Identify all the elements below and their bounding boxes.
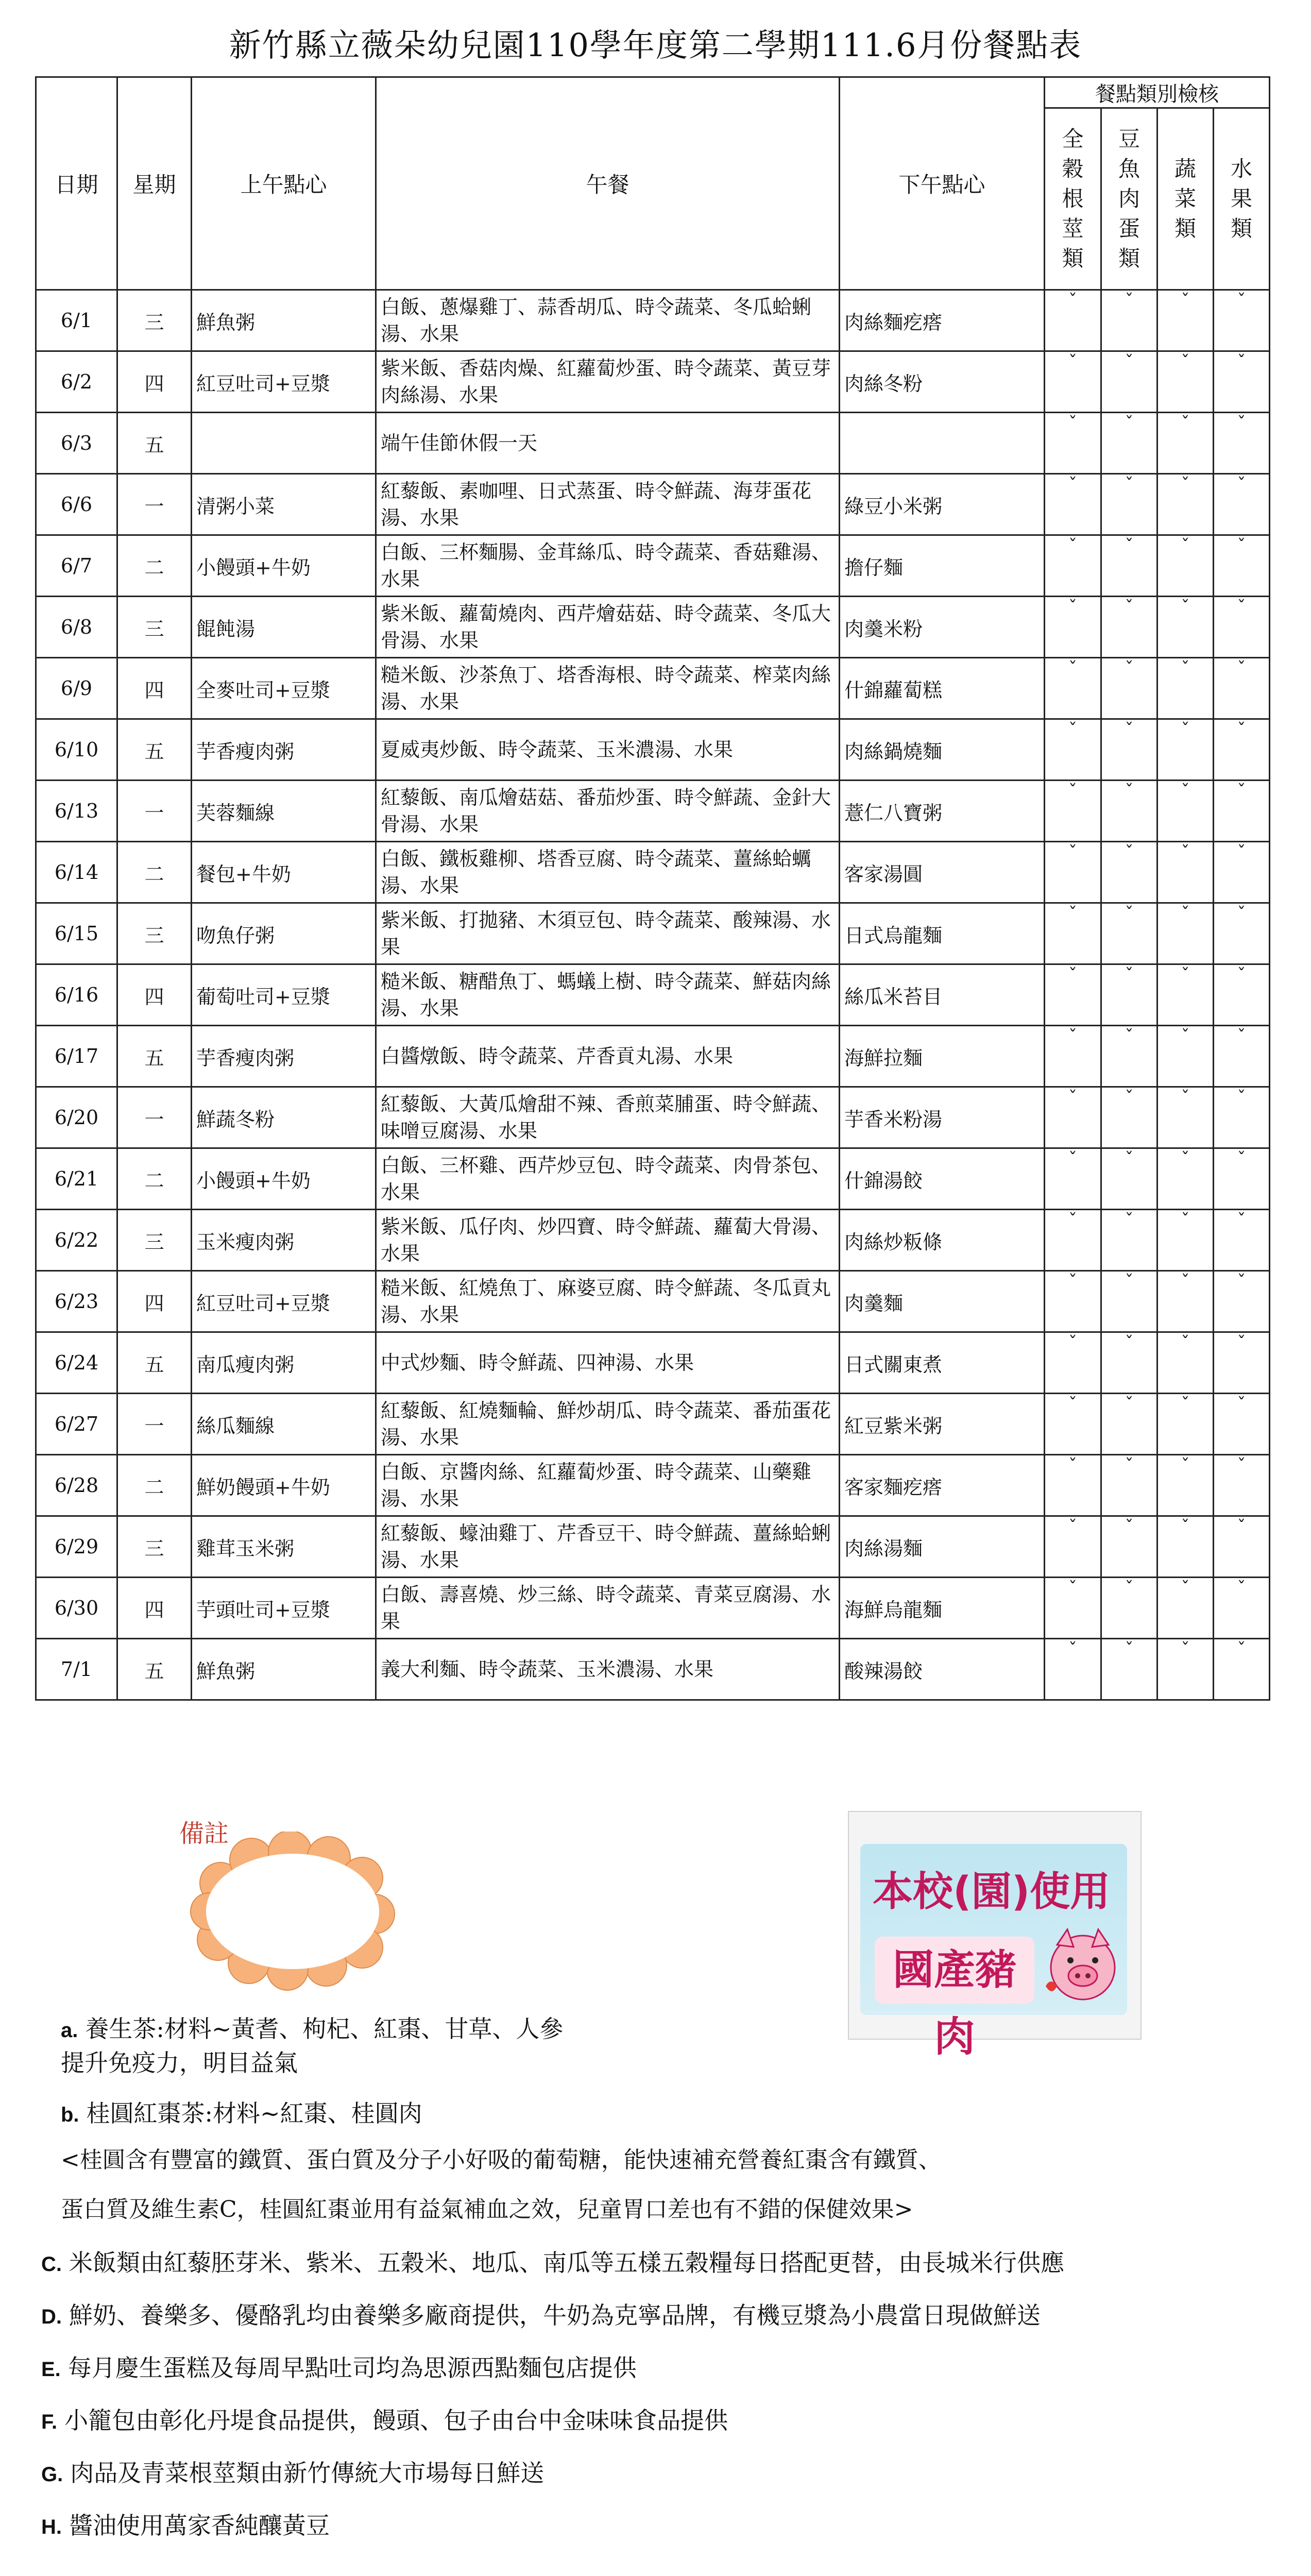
- table-row: [36, 1210, 1270, 1271]
- afternoon-snack-cell: 擔仔麵: [840, 535, 1045, 597]
- check-fruit-cell: ˇ: [1214, 1394, 1270, 1455]
- check-grains-cell: ˇ: [1045, 1087, 1101, 1148]
- check-fruit-cell: ˇ: [1214, 842, 1270, 903]
- afternoon-snack-cell: 芋香米粉湯: [840, 1087, 1045, 1148]
- header-afternoon-snack: 下午點心: [840, 77, 1045, 290]
- afternoon-snack-cell: 肉絲炒粄條: [840, 1210, 1045, 1271]
- check-protein-cell: ˇ: [1101, 1210, 1157, 1271]
- menu-table: [35, 76, 1270, 1701]
- weekday-cell: 四: [117, 1271, 192, 1332]
- check-fruit-cell: ˇ: [1214, 1578, 1270, 1639]
- check-protein-cell: ˇ: [1101, 1087, 1157, 1148]
- table-row: [36, 1026, 1270, 1087]
- weekday-cell: 四: [117, 964, 192, 1026]
- check-grains-cell: ˇ: [1045, 842, 1101, 903]
- header-veg: 蔬菜類: [1157, 108, 1214, 290]
- afternoon-snack-cell: 肉絲鍋燒麵: [840, 719, 1045, 781]
- table-row: [36, 1394, 1270, 1455]
- check-veg-cell: ˇ: [1157, 903, 1214, 964]
- check-fruit-cell: ˇ: [1214, 535, 1270, 597]
- check-protein-cell: ˇ: [1101, 964, 1157, 1026]
- check-grains-cell: ˇ: [1045, 1394, 1101, 1455]
- check-fruit-cell: ˇ: [1214, 1087, 1270, 1148]
- note-g: G. 肉品及青菜根莖類由新竹傳統大市場每日鮮送: [41, 2459, 544, 2487]
- morning-snack-cell: 清粥小菜: [192, 474, 376, 535]
- weekday-cell: 五: [117, 1026, 192, 1087]
- lunch-cell: 紫米飯、打拋豬、木須豆包、時令蔬菜、酸辣湯、水果: [376, 903, 840, 964]
- table-row: [36, 351, 1270, 413]
- badge-top-text: 本校(園)使用: [873, 1869, 1111, 1915]
- date-cell: 6/10: [36, 719, 117, 781]
- table-row: [36, 1087, 1270, 1148]
- lunch-cell: 義大利麵、時令蔬菜、玉米濃湯、水果: [376, 1639, 840, 1700]
- lunch-cell: 白飯、京醬肉絲、紅蘿蔔炒蛋、時令蔬菜、山藥雞湯、水果: [376, 1455, 840, 1516]
- header-weekday: 星期: [117, 77, 192, 290]
- note-f: F. 小籠包由彰化丹堤食品提供，饅頭、包子由台中金味味食品提供: [41, 2406, 728, 2434]
- weekday-cell: 五: [117, 413, 192, 474]
- note-b-line1: b. 桂圓紅棗茶:材料~紅棗、桂圓肉: [61, 2099, 422, 2127]
- lunch-cell: 白飯、三杯麵腸、金茸絲瓜、時令蔬菜、香菇雞湯、水果: [376, 535, 840, 597]
- morning-snack-cell: 紅豆吐司+豆漿: [192, 1271, 376, 1332]
- lunch-cell: 紅藜飯、大黃瓜燴甜不辣、香煎菜脯蛋、時令鮮蔬、味噌豆腐湯、水果: [376, 1087, 840, 1148]
- table-row: [36, 842, 1270, 903]
- weekday-cell: 二: [117, 842, 192, 903]
- table-row: [36, 903, 1270, 964]
- header-fruit: 水果類: [1214, 108, 1270, 290]
- check-grains-cell: ˇ: [1045, 719, 1101, 781]
- check-protein-cell: ˇ: [1101, 597, 1157, 658]
- header-grains: 全穀根莖類: [1045, 108, 1101, 290]
- weekday-cell: 二: [117, 1455, 192, 1516]
- weekday-cell: 五: [117, 1332, 192, 1394]
- weekday-cell: 三: [117, 1210, 192, 1271]
- check-fruit-cell: ˇ: [1214, 1271, 1270, 1332]
- morning-snack-cell: 南瓜瘦肉粥: [192, 1332, 376, 1394]
- check-protein-cell: ˇ: [1101, 1639, 1157, 1700]
- weekday-cell: 一: [117, 474, 192, 535]
- lunch-cell: 白飯、三杯雞、西芹炒豆包、時令蔬菜、肉骨茶包、水果: [376, 1148, 840, 1210]
- table-row: [36, 1332, 1270, 1394]
- afternoon-snack-cell: 客家麵疙瘩: [840, 1455, 1045, 1516]
- afternoon-snack-cell: 綠豆小米粥: [840, 474, 1045, 535]
- check-protein-cell: ˇ: [1101, 842, 1157, 903]
- date-cell: 6/27: [36, 1394, 117, 1455]
- page-title: 新竹縣立薇朵幼兒園110學年度第二學期111.6月份餐點表: [229, 26, 1082, 64]
- check-fruit-cell: ˇ: [1214, 290, 1270, 351]
- check-protein-cell: ˇ: [1101, 474, 1157, 535]
- lunch-cell: 糙米飯、紅燒魚丁、麻婆豆腐、時令鮮蔬、冬瓜貢丸湯、水果: [376, 1271, 840, 1332]
- date-cell: 6/2: [36, 351, 117, 413]
- check-protein-cell: ˇ: [1101, 658, 1157, 719]
- weekday-cell: 五: [117, 1639, 192, 1700]
- afternoon-snack-cell: 海鮮拉麵: [840, 1026, 1045, 1087]
- morning-snack-cell: 芙蓉麵線: [192, 781, 376, 842]
- check-fruit-cell: ˇ: [1214, 964, 1270, 1026]
- lunch-cell: 紅藜飯、紅燒麵輪、鮮炒胡瓜、時令蔬菜、番茄蛋花湯、水果: [376, 1394, 840, 1455]
- header-lunch: 午餐: [376, 77, 840, 290]
- afternoon-snack-cell: 肉絲湯麵: [840, 1516, 1045, 1578]
- check-fruit-cell: ˇ: [1214, 781, 1270, 842]
- morning-snack-cell: 餛飩湯: [192, 597, 376, 658]
- check-fruit-cell: ˇ: [1214, 351, 1270, 413]
- table-row: [36, 964, 1270, 1026]
- lunch-cell: 紅藜飯、蠔油雞丁、芹香豆干、時令鮮蔬、薑絲蛤蜊湯、水果: [376, 1516, 840, 1578]
- afternoon-snack-cell: 什錦蘿蔔糕: [840, 658, 1045, 719]
- check-protein-cell: ˇ: [1101, 413, 1157, 474]
- date-cell: 6/3: [36, 413, 117, 474]
- morning-snack-cell: 葡萄吐司+豆漿: [192, 964, 376, 1026]
- check-fruit-cell: ˇ: [1214, 474, 1270, 535]
- table-row: [36, 535, 1270, 597]
- check-veg-cell: ˇ: [1157, 964, 1214, 1026]
- check-protein-cell: ˇ: [1101, 1578, 1157, 1639]
- morning-snack-cell: 絲瓜麵線: [192, 1394, 376, 1455]
- weekday-cell: 一: [117, 1087, 192, 1148]
- check-fruit-cell: ˇ: [1214, 1026, 1270, 1087]
- morning-snack-cell: 紅豆吐司+豆漿: [192, 351, 376, 413]
- table-row: [36, 1271, 1270, 1332]
- check-grains-cell: ˇ: [1045, 1578, 1101, 1639]
- note-a-line2: 提升免疫力，明目益氣: [61, 2049, 298, 2077]
- lunch-cell: 紫米飯、蘿蔔燒肉、西芹燴菇菇、時令蔬菜、冬瓜大骨湯、水果: [376, 597, 840, 658]
- weekday-cell: 二: [117, 535, 192, 597]
- check-veg-cell: ˇ: [1157, 842, 1214, 903]
- morning-snack-cell: 雞茸玉米粥: [192, 1516, 376, 1578]
- lunch-cell: 紫米飯、瓜仔肉、炒四寶、時令鮮蔬、蘿蔔大骨湯、水果: [376, 1210, 840, 1271]
- morning-snack-cell: 芋香瘦肉粥: [192, 719, 376, 781]
- lunch-cell: 紅藜飯、南瓜燴菇菇、番茄炒蛋、時令鮮蔬、金針大骨湯、水果: [376, 781, 840, 842]
- check-protein-cell: ˇ: [1101, 351, 1157, 413]
- date-cell: 6/16: [36, 964, 117, 1026]
- note-c: C. 米飯類由紅藜胚芽米、紫米、五穀米、地瓜、南瓜等五樣五穀糧每日搭配更替，由長城米行供應: [41, 2249, 1064, 2277]
- check-fruit-cell: ˇ: [1214, 903, 1270, 964]
- check-grains-cell: ˇ: [1045, 474, 1101, 535]
- check-grains-cell: ˇ: [1045, 1332, 1101, 1394]
- check-protein-cell: ˇ: [1101, 1516, 1157, 1578]
- weekday-cell: 一: [117, 1394, 192, 1455]
- lunch-cell: 夏威夷炒飯、時令蔬菜、玉米濃湯、水果: [376, 719, 840, 781]
- date-cell: 6/9: [36, 658, 117, 719]
- badge-bottom-text: 國產豬肉: [875, 1937, 1034, 2004]
- lunch-cell: 端午佳節休假一天: [376, 413, 840, 474]
- check-protein-cell: ˇ: [1101, 719, 1157, 781]
- check-veg-cell: ˇ: [1157, 1516, 1214, 1578]
- morning-snack-cell: 玉米瘦肉粥: [192, 1210, 376, 1271]
- check-veg-cell: ˇ: [1157, 1148, 1214, 1210]
- check-veg-cell: ˇ: [1157, 658, 1214, 719]
- check-protein-cell: ˇ: [1101, 781, 1157, 842]
- check-grains-cell: ˇ: [1045, 1210, 1101, 1271]
- header-date: 日期: [36, 77, 117, 290]
- check-veg-cell: ˇ: [1157, 1332, 1214, 1394]
- check-protein-cell: ˇ: [1101, 903, 1157, 964]
- check-grains-cell: ˇ: [1045, 290, 1101, 351]
- date-cell: 6/8: [36, 597, 117, 658]
- lunch-cell: 糙米飯、沙茶魚丁、塔香海根、時令蔬菜、榨菜肉絲湯、水果: [376, 658, 840, 719]
- check-protein-cell: ˇ: [1101, 1455, 1157, 1516]
- lunch-cell: 中式炒麵、時令鮮蔬、四神湯、水果: [376, 1332, 840, 1394]
- check-fruit-cell: ˇ: [1214, 1455, 1270, 1516]
- lunch-cell: 白飯、鐵板雞柳、塔香豆腐、時令蔬菜、薑絲蛤蠣湯、水果: [376, 842, 840, 903]
- table-row: [36, 474, 1270, 535]
- table-row: [36, 1516, 1270, 1578]
- date-cell: 6/20: [36, 1087, 117, 1148]
- check-veg-cell: ˇ: [1157, 719, 1214, 781]
- check-protein-cell: ˇ: [1101, 535, 1157, 597]
- lunch-cell: 紅藜飯、素咖哩、日式蒸蛋、時令鮮蔬、海芽蛋花湯、水果: [376, 474, 840, 535]
- date-cell: 6/21: [36, 1148, 117, 1210]
- table-row: [36, 1578, 1270, 1639]
- table-row: [36, 719, 1270, 781]
- check-veg-cell: ˇ: [1157, 1394, 1214, 1455]
- date-cell: 6/7: [36, 535, 117, 597]
- afternoon-snack-cell: 海鮮烏龍麵: [840, 1578, 1045, 1639]
- header-check-group: 餐點類別檢核: [1045, 77, 1270, 108]
- afternoon-snack-cell: 日式烏龍麵: [840, 903, 1045, 964]
- check-protein-cell: ˇ: [1101, 290, 1157, 351]
- afternoon-snack-cell: 肉絲冬粉: [840, 351, 1045, 413]
- lunch-cell: 白飯、蔥爆雞丁、蒜香胡瓜、時令蔬菜、冬瓜蛤蜊湯、水果: [376, 290, 840, 351]
- weekday-cell: 三: [117, 1516, 192, 1578]
- check-fruit-cell: ˇ: [1214, 597, 1270, 658]
- table-row: [36, 1148, 1270, 1210]
- weekday-cell: 四: [117, 658, 192, 719]
- table-row: [36, 597, 1270, 658]
- date-cell: 6/15: [36, 903, 117, 964]
- header-protein: 豆魚肉蛋類: [1101, 108, 1157, 290]
- check-fruit-cell: ˇ: [1214, 658, 1270, 719]
- date-cell: 6/14: [36, 842, 117, 903]
- date-cell: 6/23: [36, 1271, 117, 1332]
- lunch-cell: 白飯、壽喜燒、炒三絲、時令蔬菜、青菜豆腐湯、水果: [376, 1578, 840, 1639]
- check-protein-cell: ˇ: [1101, 1394, 1157, 1455]
- morning-snack-cell: [192, 413, 376, 474]
- check-grains-cell: ˇ: [1045, 1455, 1101, 1516]
- lunch-cell: 糙米飯、糖醋魚丁、螞蟻上樹、時令蔬菜、鮮菇肉絲湯、水果: [376, 964, 840, 1026]
- weekday-cell: 三: [117, 903, 192, 964]
- date-cell: 7/1: [36, 1639, 117, 1700]
- check-grains-cell: ˇ: [1045, 781, 1101, 842]
- check-veg-cell: ˇ: [1157, 597, 1214, 658]
- check-veg-cell: ˇ: [1157, 474, 1214, 535]
- check-grains-cell: ˇ: [1045, 903, 1101, 964]
- check-grains-cell: ˇ: [1045, 1026, 1101, 1087]
- table-row: [36, 413, 1270, 474]
- check-fruit-cell: ˇ: [1214, 1210, 1270, 1271]
- check-veg-cell: ˇ: [1157, 1210, 1214, 1271]
- morning-snack-cell: 鮮奶饅頭+牛奶: [192, 1455, 376, 1516]
- morning-snack-cell: 鮮魚粥: [192, 1639, 376, 1700]
- table-row: [36, 1455, 1270, 1516]
- morning-snack-cell: 芋香瘦肉粥: [192, 1026, 376, 1087]
- date-cell: 6/1: [36, 290, 117, 351]
- date-cell: 6/29: [36, 1516, 117, 1578]
- afternoon-snack-cell: 薏仁八寶粥: [840, 781, 1045, 842]
- afternoon-snack-cell: 肉羹麵: [840, 1271, 1045, 1332]
- check-grains-cell: ˇ: [1045, 535, 1101, 597]
- note-b-line3: 蛋白質及維生素C，桂圓紅棗並用有益氣補血之效，兒童胃口差也有不錯的保健效果>: [61, 2196, 913, 2223]
- weekday-cell: 四: [117, 351, 192, 413]
- afternoon-snack-cell: 絲瓜米苔目: [840, 964, 1045, 1026]
- pork-badge: [848, 1811, 1142, 2061]
- date-cell: 6/30: [36, 1578, 117, 1639]
- check-grains-cell: ˇ: [1045, 413, 1101, 474]
- afternoon-snack-cell: 什錦湯餃: [840, 1148, 1045, 1210]
- check-veg-cell: ˇ: [1157, 290, 1214, 351]
- check-grains-cell: ˇ: [1045, 1271, 1101, 1332]
- afternoon-snack-cell: 肉羹米粉: [840, 597, 1045, 658]
- afternoon-snack-cell: 日式關東煮: [840, 1332, 1045, 1394]
- weekday-cell: 五: [117, 719, 192, 781]
- check-grains-cell: ˇ: [1045, 658, 1101, 719]
- check-fruit-cell: ˇ: [1214, 1516, 1270, 1578]
- morning-snack-cell: 鮮蔬冬粉: [192, 1087, 376, 1148]
- morning-snack-cell: 全麥吐司+豆漿: [192, 658, 376, 719]
- date-cell: 6/17: [36, 1026, 117, 1087]
- check-veg-cell: ˇ: [1157, 1087, 1214, 1148]
- check-grains-cell: ˇ: [1045, 964, 1101, 1026]
- table-row: [36, 1639, 1270, 1700]
- morning-snack-cell: 小饅頭+牛奶: [192, 535, 376, 597]
- afternoon-snack-cell: 紅豆紫米粥: [840, 1394, 1045, 1455]
- morning-snack-cell: 餐包+牛奶: [192, 842, 376, 903]
- check-grains-cell: ˇ: [1045, 351, 1101, 413]
- notes-title: 備註: [179, 1819, 229, 1848]
- weekday-cell: 二: [117, 1148, 192, 1210]
- lunch-cell: 紫米飯、香菇肉燥、紅蘿蔔炒蛋、時令蔬菜、黃豆芽肉絲湯、水果: [376, 351, 840, 413]
- check-fruit-cell: ˇ: [1214, 413, 1270, 474]
- check-protein-cell: ˇ: [1101, 1148, 1157, 1210]
- check-fruit-cell: ˇ: [1214, 1639, 1270, 1700]
- notes-cloud: [190, 1832, 396, 1991]
- check-fruit-cell: ˇ: [1214, 1148, 1270, 1210]
- morning-snack-cell: 小饅頭+牛奶: [192, 1148, 376, 1210]
- note-h: H. 醬油使用萬家香純釀黃豆: [41, 2512, 330, 2539]
- check-grains-cell: ˇ: [1045, 1516, 1101, 1578]
- pig-icon: [1042, 1924, 1124, 2007]
- weekday-cell: 一: [117, 781, 192, 842]
- check-veg-cell: ˇ: [1157, 1455, 1214, 1516]
- menu-body: [36, 290, 1270, 1700]
- note-e: E. 每月慶生蛋糕及每周早點吐司均為思源西點麵包店提供: [41, 2354, 637, 2382]
- check-grains-cell: ˇ: [1045, 1148, 1101, 1210]
- check-fruit-cell: ˇ: [1214, 719, 1270, 781]
- weekday-cell: 四: [117, 1578, 192, 1639]
- table-row: [36, 290, 1270, 351]
- afternoon-snack-cell: 酸辣湯餃: [840, 1639, 1045, 1700]
- check-veg-cell: ˇ: [1157, 1026, 1214, 1087]
- morning-snack-cell: 吻魚仔粥: [192, 903, 376, 964]
- check-grains-cell: ˇ: [1045, 597, 1101, 658]
- date-cell: 6/24: [36, 1332, 117, 1394]
- afternoon-snack-cell: 客家湯圓: [840, 842, 1045, 903]
- check-veg-cell: ˇ: [1157, 1271, 1214, 1332]
- date-cell: 6/22: [36, 1210, 117, 1271]
- note-a-line1: a. 養生茶:材料~黃耆、枸杞、紅棗、甘草、人參: [61, 2015, 564, 2043]
- date-cell: 6/13: [36, 781, 117, 842]
- check-veg-cell: ˇ: [1157, 1639, 1214, 1700]
- weekday-cell: 三: [117, 290, 192, 351]
- morning-snack-cell: 芋頭吐司+豆漿: [192, 1578, 376, 1639]
- date-cell: 6/6: [36, 474, 117, 535]
- morning-snack-cell: 鮮魚粥: [192, 290, 376, 351]
- check-protein-cell: ˇ: [1101, 1271, 1157, 1332]
- check-grains-cell: ˇ: [1045, 1639, 1101, 1700]
- check-veg-cell: ˇ: [1157, 351, 1214, 413]
- check-veg-cell: ˇ: [1157, 535, 1214, 597]
- date-cell: 6/28: [36, 1455, 117, 1516]
- note-b-line2: <桂圓含有豐富的鐵質、蛋白質及分子小好吸的葡萄糖，能快速補充營養紅棗含有鐵質、: [61, 2147, 941, 2173]
- weekday-cell: 三: [117, 597, 192, 658]
- afternoon-snack-cell: 肉絲麵疙瘩: [840, 290, 1045, 351]
- check-veg-cell: ˇ: [1157, 413, 1214, 474]
- table-row: [36, 658, 1270, 719]
- badge-panel: [860, 1844, 1127, 2061]
- check-protein-cell: ˇ: [1101, 1026, 1157, 1087]
- check-veg-cell: ˇ: [1157, 781, 1214, 842]
- lunch-cell: 白醬燉飯、時令蔬菜、芹香貢丸湯、水果: [376, 1026, 840, 1087]
- header-morning-snack: 上午點心: [192, 77, 376, 290]
- note-d: D. 鮮奶、養樂多、優酪乳均由養樂多廠商提供，牛奶為克寧品牌，有機豆漿為小農當日現做鮮送: [41, 2301, 1041, 2329]
- check-veg-cell: ˇ: [1157, 1578, 1214, 1639]
- afternoon-snack-cell: [840, 413, 1045, 474]
- table-row: [36, 781, 1270, 842]
- check-fruit-cell: ˇ: [1214, 1332, 1270, 1394]
- check-protein-cell: ˇ: [1101, 1332, 1157, 1394]
